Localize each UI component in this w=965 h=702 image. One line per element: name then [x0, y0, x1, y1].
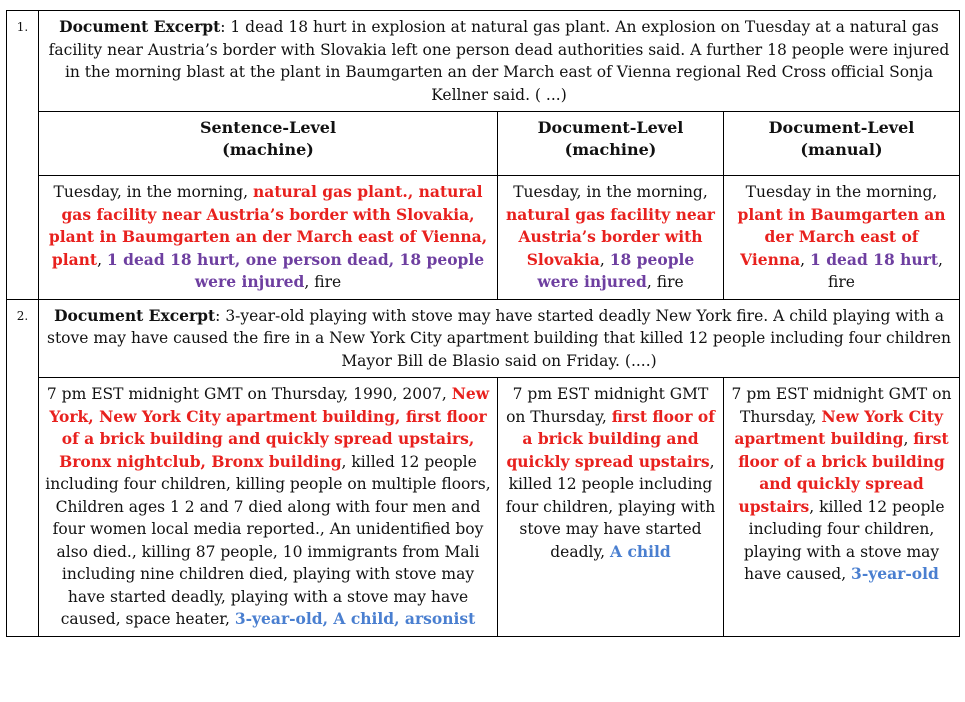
plain-text: , [800, 250, 811, 269]
plain-text: Tuesday, in the morning, [53, 183, 253, 201]
plain-text: , [903, 430, 914, 448]
column-header-row [7, 112, 960, 176]
actor-span: A child [610, 541, 671, 561]
plain-text: , [599, 250, 610, 269]
event-span: 18 people were injured [537, 249, 695, 291]
document-excerpt [39, 11, 960, 112]
argument-span: first floor of a brick building and quickly spread upstairs [738, 429, 949, 516]
argument-span: natural gas plant., natural gas facility near Austria’s border with Slovakia, plant in Baumgarten an der March east of Vienna, plant [48, 182, 488, 269]
header-sentence-level-machine: Sentence-Level (machine) [39, 112, 498, 176]
excerpt-label: Document Excerpt [54, 305, 216, 325]
actor-span: 3-year-old, A child, arsonist [234, 609, 476, 628]
example-index: 2. [7, 299, 39, 636]
output-cell [498, 378, 724, 637]
example-1-excerpt-row [7, 11, 960, 112]
example-2-excerpt-row [7, 299, 960, 378]
example-1-output-row [7, 176, 960, 300]
output-cell [39, 378, 498, 637]
header-document-level-manual: Document-Level (manual) [724, 112, 960, 176]
argument-span: New York, New York City apartment building, first floor of a brick building and quickly spread upstairs, Bronx nightclub, Bronx building [49, 384, 490, 471]
header-document-level-machine: Document-Level (machine) [498, 112, 724, 176]
plain-text: 7 pm EST midnight GMT on Thursday, [506, 385, 709, 426]
output-cell [724, 176, 960, 300]
output-cell [724, 378, 960, 637]
examples-table [6, 10, 960, 637]
plain-text: , killed 12 people including four children, playing with stove may have started deadly, [505, 452, 716, 561]
plain-text: , killed 12 people including four children, killing people on multiple floors, Children ages 1 2 and 7 died along with four men and four women local media reported., An unidentified boy also died., killing 87 people, 10 immigrants from Mali including nine children died, playing with stove may have started deadly, playing with a stove may have caused, space heater, [45, 452, 491, 628]
excerpt-text: : 1 dead 18 hurt in explosion at natural gas plant. An explosion on Tuesday at a natural gas facility near Austria’s border with Slovakia left one person dead authorities said. A further 18 people were injured in the morning blast at the plant in Baumgarten an der March east of Vienna regional Red Cross official Sonja Kellner said. ( ...) [48, 18, 950, 104]
example-index: 1. [7, 11, 39, 300]
plain-text: , fire [304, 273, 342, 291]
plain-text: , killed 12 people including four children, playing with a stove may have caused, [743, 497, 945, 583]
plain-text: , fire [646, 273, 684, 291]
output-cell [39, 176, 498, 300]
document-excerpt [39, 299, 960, 378]
excerpt-label: Document Excerpt [59, 17, 221, 36]
excerpt-text: : 3-year-old playing with stove may have started deadly New York fire. A child playing with a stove may have caused the fire in a New York City apartment building that killed 12 people including four children Mayor Bill de Blasio said on Friday. (....) [47, 306, 952, 370]
example-2-output-row [7, 378, 960, 637]
plain-text: , [97, 250, 107, 269]
event-span: 1 dead 18 hurt [810, 249, 939, 269]
event-span: 1 dead 18 hurt, one person dead, 18 people were injured [106, 249, 485, 291]
argument-span: first floor of a brick building and quickly spread upstairs [506, 406, 715, 471]
plain-text: Tuesday in the morning, [745, 183, 938, 201]
output-cell [498, 176, 724, 300]
plain-text: 7 pm EST midnight GMT on Thursday, 1990, 2007, [46, 385, 452, 403]
argument-span: New York City apartment building [734, 406, 943, 448]
plain-text: Tuesday, in the morning, [513, 183, 708, 201]
actor-span: 3-year-old [851, 564, 939, 583]
plain-text: 7 pm EST midnight GMT on Thursday, [731, 385, 952, 426]
argument-span: natural gas facility near Austria’s border with Slovakia [506, 204, 715, 269]
argument-span: plant in Baumgarten an der March east of Vienna [737, 204, 946, 269]
plain-text: , fire [828, 250, 943, 291]
